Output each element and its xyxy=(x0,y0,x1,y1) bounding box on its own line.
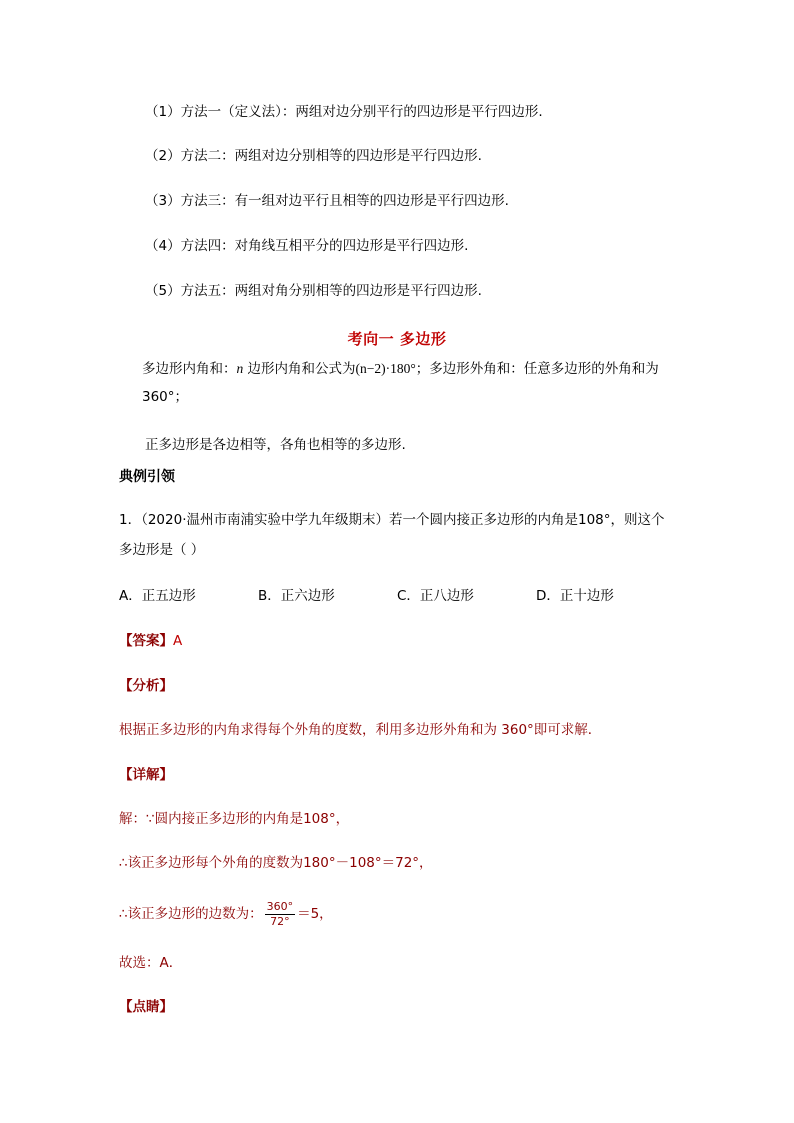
intro-formula: (n−2)·180° xyxy=(355,361,416,376)
method-text: 方法四：对角线互相平分的四边形是平行四边形. xyxy=(180,238,469,254)
intro-text: 边形内角和公式为 xyxy=(243,361,356,377)
answer-row xyxy=(119,631,182,651)
fraction-numerator: 360° xyxy=(266,899,294,913)
solution-line-3 xyxy=(119,896,333,932)
intro-line-2: 360°； xyxy=(142,389,189,405)
intro-text: 多边形内角和： xyxy=(142,361,237,377)
section-title: 考向一 多边形 xyxy=(347,330,447,348)
option-b: B．正六边形 xyxy=(258,588,335,604)
method-5 xyxy=(145,281,482,301)
solution-line-1: 解：∵圆内接正多边形的内角是108°， xyxy=(119,811,350,827)
method-text: 方法三：有一组对边平行且相等的四边形是平行四边形. xyxy=(180,193,509,209)
intro-variable-n: n xyxy=(236,361,244,376)
analysis-text: 根据正多边形的内角求得每个外角的度数，利用多边形外角和为 360°即可求解． xyxy=(119,722,602,738)
option-a: A．正五边形 xyxy=(119,588,196,604)
method-3 xyxy=(145,191,509,211)
question-line-2: 多边形是（ ） xyxy=(119,542,205,558)
fraction xyxy=(265,901,296,928)
solution-line-3-suffix: ＝5， xyxy=(297,906,333,922)
intro-paragraph-2: 正多边形是各边相等，各角也相等的多边形. xyxy=(145,437,406,453)
method-number: （1） xyxy=(145,104,181,120)
option-d: D．正十边形 xyxy=(536,588,614,604)
solution-line-4: 故选：A． xyxy=(119,955,183,971)
answer-label: 【答案】 xyxy=(119,633,173,649)
fraction-denominator: 72° xyxy=(270,914,290,928)
option-c: C．正八边形 xyxy=(397,588,474,604)
method-text: 方法五：两组对角分别相等的四边形是平行四边形. xyxy=(180,283,482,299)
method-text: 方法一（定义法）：两组对边分别平行的四边形是平行四边形. xyxy=(180,104,543,120)
method-number: （3） xyxy=(145,193,181,209)
method-2 xyxy=(145,146,482,166)
intro-line-1 xyxy=(142,359,659,379)
method-text: 方法二：两组对边分别相等的四边形是平行四边形. xyxy=(180,148,482,164)
method-number: （5） xyxy=(145,283,181,299)
solution-line-3-prefix: ∴该正多边形的边数为： xyxy=(119,906,263,922)
answer-value: A xyxy=(173,633,183,649)
analysis-label: 【分析】 xyxy=(119,678,173,694)
detail-label: 【详解】 xyxy=(119,767,173,783)
example-heading: 典例引领 xyxy=(119,469,175,485)
method-number: （2） xyxy=(145,148,181,164)
comment-label: 【点睛】 xyxy=(119,999,173,1015)
method-4 xyxy=(145,236,468,256)
method-number: （4） xyxy=(145,238,181,254)
intro-text: ；多边形外角和：任意多边形的外角和为 xyxy=(415,361,659,377)
question-line-1: 1．（2020·温州市南浦实验中学九年级期末）若一个圆内接正多边形的内角是108°，则这个 xyxy=(119,512,665,528)
solution-line-2: ∴该正多边形每个外角的度数为180°－108°＝72°， xyxy=(119,855,433,871)
method-1 xyxy=(145,102,543,122)
